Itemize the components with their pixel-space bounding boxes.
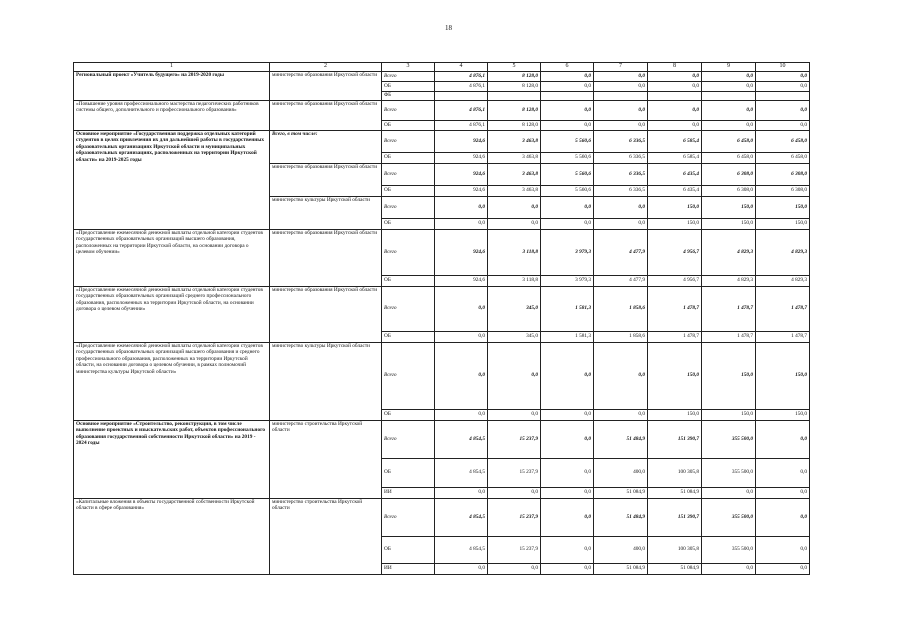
value-cell: 1 478,7 [756, 286, 810, 331]
funding-source-label: ОБ [382, 275, 435, 286]
value-cell: 924,6 [435, 130, 488, 152]
value-cell: 6 458,0 [756, 130, 810, 152]
value-cell: 150,0 [648, 342, 702, 409]
value-cell: 0,0 [488, 342, 541, 409]
activity-description: «Предоставление ежемесячной денежной выплаты отдельной категории студентов государственных образовательных организаций среднего профессионального образования, расположенных на территории Иркутской области, на основании договора о целевом обучении» [74, 286, 270, 342]
activity-description: «Повышение уровня профессионального мастерства педагогических работников системы общего, дополнительного и профессионального образования» [74, 100, 270, 130]
value-cell: 924,6 [435, 163, 488, 185]
value-cell [648, 91, 702, 100]
value-cell: 4 854,5 [435, 458, 488, 487]
value-cell: 0,0 [756, 536, 810, 563]
table-row [74, 130, 810, 152]
activity-description: Основное мероприятие «Строительство, реконструкция, в том числе выполнение проектных и изыскательских работ, объектов профессионального образования государственной собственности Иркутской области» на 2019 - 2024 годы [74, 420, 270, 498]
value-cell: 15 237,9 [488, 536, 541, 563]
value-cell: 0,0 [435, 342, 488, 409]
value-cell: 0,0 [541, 536, 594, 563]
value-cell: 0,0 [702, 81, 756, 91]
funding-source-label: Всего [382, 420, 435, 458]
funding-source-label: ОБ [382, 458, 435, 487]
value-cell: 0,0 [594, 342, 648, 409]
value-cell: 5 560,6 [541, 152, 594, 163]
value-cell: 150,0 [702, 409, 756, 420]
value-cell: 5 560,6 [541, 163, 594, 185]
value-cell: 0,0 [541, 487, 594, 498]
table-row [74, 286, 810, 331]
value-cell: 0,0 [488, 409, 541, 420]
value-cell: 0,0 [756, 487, 810, 498]
value-cell: 355 500,0 [702, 498, 756, 536]
value-cell: 150,0 [756, 342, 810, 409]
funding-source-label: ОБ [382, 331, 435, 342]
value-cell: 0,0 [435, 218, 488, 229]
value-cell: 6 585,4 [648, 130, 702, 152]
value-cell: 4 854,5 [435, 536, 488, 563]
value-cell: 0,0 [435, 286, 488, 331]
value-cell: 0,0 [541, 120, 594, 130]
funding-source-label: Всего [382, 229, 435, 275]
value-cell: 0,0 [756, 563, 810, 574]
value-cell [594, 91, 648, 100]
funding-source-label: Всего [382, 196, 435, 218]
column-header: 10 [756, 63, 810, 72]
value-cell: 0,0 [594, 409, 648, 420]
value-cell: 924,6 [435, 185, 488, 196]
value-cell [541, 91, 594, 100]
value-cell: 0,0 [756, 100, 810, 120]
column-header: 4 [435, 63, 488, 72]
value-cell: 345,0 [488, 331, 541, 342]
page-number: 18 [445, 24, 452, 32]
budget-table [73, 62, 810, 575]
activity-description: «Предоставление ежемесячной денежной выплаты отдельной категории студентов государственных образовательных организаций высшего образования и среднего профессионального образования, расположенных на территории Иркутской области, на основании договора о целевом обучении, в рамках полномочий министерства культуры Иркутской области» [74, 342, 270, 420]
funding-source-label: Всего [382, 342, 435, 409]
value-cell: 924,6 [435, 275, 488, 286]
value-cell: 4 956,7 [648, 229, 702, 275]
value-cell: 4 829,3 [756, 229, 810, 275]
value-cell: 0,0 [756, 120, 810, 130]
value-cell: 0,0 [702, 71, 756, 81]
value-cell: 150,0 [648, 409, 702, 420]
value-cell: 51 084,9 [648, 487, 702, 498]
value-cell: 1 581,3 [541, 286, 594, 331]
value-cell: 0,0 [435, 563, 488, 574]
value-cell: 4 477,9 [594, 229, 648, 275]
value-cell: 51 484,9 [594, 498, 648, 536]
value-cell: 0,0 [756, 71, 810, 81]
value-cell: 3 463,8 [488, 130, 541, 152]
value-cell: 150,0 [702, 342, 756, 409]
value-cell: 150,0 [648, 218, 702, 229]
value-cell: 6 308,0 [702, 185, 756, 196]
value-cell: 150,0 [648, 196, 702, 218]
funding-source-label: ОБ [382, 409, 435, 420]
value-cell: 6 308,0 [756, 185, 810, 196]
value-cell: 1 858,6 [594, 331, 648, 342]
value-cell: 5 560,6 [541, 185, 594, 196]
funding-source-label: Всего [382, 71, 435, 81]
value-cell: 1 478,7 [756, 331, 810, 342]
value-cell: 5 560,6 [541, 130, 594, 152]
funding-source-label: Всего [382, 498, 435, 536]
value-cell: 0,0 [541, 458, 594, 487]
value-cell: 0,0 [488, 487, 541, 498]
value-cell: 4 829,3 [756, 275, 810, 286]
table-row [74, 498, 810, 536]
value-cell: 150,0 [702, 218, 756, 229]
column-header: 6 [541, 63, 594, 72]
value-cell: 8 128,0 [488, 81, 541, 91]
value-cell: 345,0 [488, 286, 541, 331]
value-cell: 0,0 [541, 420, 594, 458]
value-cell: 355 500,0 [702, 420, 756, 458]
value-cell: 6 435,4 [648, 185, 702, 196]
executor-cell: министерство образования Иркутской области [270, 286, 382, 342]
value-cell: 51 084,9 [594, 563, 648, 574]
value-cell: 6 336,5 [594, 152, 648, 163]
funding-source-label: Всего [382, 100, 435, 120]
value-cell: 4 829,3 [702, 275, 756, 286]
value-cell: 4 876,1 [435, 100, 488, 120]
value-cell: 15 237,9 [488, 498, 541, 536]
value-cell: 6 435,4 [648, 163, 702, 185]
column-header-row [74, 63, 810, 72]
value-cell: 0,0 [702, 120, 756, 130]
value-cell: 0,0 [541, 71, 594, 81]
value-cell: 51 084,9 [648, 563, 702, 574]
value-cell: 0,0 [594, 196, 648, 218]
funding-source-label: ОБ [382, 81, 435, 91]
value-cell: 3 463,8 [488, 185, 541, 196]
value-cell: 0,0 [541, 100, 594, 120]
value-cell: 6 336,5 [594, 130, 648, 152]
value-cell: 6 458,0 [756, 152, 810, 163]
value-cell: 8 128,0 [488, 100, 541, 120]
value-cell: 0,0 [756, 420, 810, 458]
value-cell: 0,0 [541, 498, 594, 536]
value-cell: 0,0 [488, 218, 541, 229]
table-row [74, 342, 810, 409]
value-cell: 1 478,7 [648, 286, 702, 331]
table-row [74, 229, 810, 275]
value-cell: 0,0 [702, 100, 756, 120]
value-cell: 51 084,9 [594, 487, 648, 498]
value-cell: 6 336,5 [594, 185, 648, 196]
value-cell: 6 308,0 [702, 163, 756, 185]
value-cell: 0,0 [702, 487, 756, 498]
value-cell: 0,0 [702, 563, 756, 574]
funding-source-label: Всего [382, 163, 435, 185]
value-cell: 6 458,0 [702, 152, 756, 163]
value-cell [702, 91, 756, 100]
activity-description: «Предоставление ежемесячной денежной выплаты отдельной категории студентов государственных образовательных организаций высшего образования, расположенных на территории Иркутской области, на основании договора о целевом обучении» [74, 229, 270, 286]
value-cell: 0,0 [435, 409, 488, 420]
value-cell: 4 854,5 [435, 420, 488, 458]
value-cell: 0,0 [435, 196, 488, 218]
value-cell: 355 500,0 [702, 536, 756, 563]
value-cell: 150,0 [756, 196, 810, 218]
executor-cell: министерство строительства Иркутской области [270, 420, 382, 498]
value-cell: 100 305,8 [648, 536, 702, 563]
value-cell: 0,0 [435, 487, 488, 498]
value-cell: 0,0 [541, 196, 594, 218]
value-cell: 151 390,7 [648, 498, 702, 536]
value-cell: 3 118,8 [488, 229, 541, 275]
funding-source-label: ИИ [382, 487, 435, 498]
value-cell: 0,0 [756, 498, 810, 536]
value-cell: 3 118,8 [488, 275, 541, 286]
executor-cell: министерство образования Иркутской области [270, 71, 382, 100]
column-header: 7 [594, 63, 648, 72]
value-cell: 4 876,1 [435, 81, 488, 91]
value-cell: 0,0 [648, 100, 702, 120]
value-cell: 8 128,0 [488, 71, 541, 81]
executor-cell: министерство образования Иркутской области [270, 100, 382, 130]
funding-source-label: ФБ [382, 91, 435, 100]
value-cell: 0,0 [594, 71, 648, 81]
funding-source-label: ОБ [382, 218, 435, 229]
value-cell [756, 91, 810, 100]
value-cell: 0,0 [756, 81, 810, 91]
column-header: 9 [702, 63, 756, 72]
value-cell: 355 500,0 [702, 458, 756, 487]
funding-source-label: Всего [382, 130, 435, 152]
funding-source-label: ОБ [382, 120, 435, 130]
value-cell: 1 858,6 [594, 286, 648, 331]
value-cell: 1 478,7 [648, 331, 702, 342]
executor-cell: министерство образования Иркутской области [270, 163, 382, 196]
activity-description: Региональный проект «Учитель будущего» на 2019-2020 годы [74, 71, 270, 100]
value-cell: 15 237,9 [488, 420, 541, 458]
value-cell: 8 128,0 [488, 120, 541, 130]
table-row [74, 420, 810, 458]
value-cell: 0,0 [541, 218, 594, 229]
column-header: 1 [74, 63, 270, 72]
value-cell: 150,0 [756, 218, 810, 229]
value-cell: 6 336,5 [594, 163, 648, 185]
value-cell: 0,0 [594, 218, 648, 229]
value-cell [488, 91, 541, 100]
value-cell: 4 854,5 [435, 498, 488, 536]
value-cell: 15 237,9 [488, 458, 541, 487]
value-cell: 6 458,0 [702, 130, 756, 152]
column-header: 8 [648, 63, 702, 72]
value-cell: 0,0 [488, 563, 541, 574]
funding-source-label: ИИ [382, 563, 435, 574]
value-cell: 151 390,7 [648, 420, 702, 458]
value-cell: 1 478,7 [702, 331, 756, 342]
value-cell: 4 829,3 [702, 229, 756, 275]
column-header: 2 [270, 63, 382, 72]
value-cell: 4 956,7 [648, 275, 702, 286]
value-cell: 0,0 [594, 100, 648, 120]
value-cell: 1 478,7 [702, 286, 756, 331]
value-cell: 3 463,8 [488, 163, 541, 185]
value-cell: 924,6 [435, 152, 488, 163]
table-row [74, 100, 810, 120]
executor-cell: министерство культуры Иркутской области [270, 196, 382, 229]
value-cell: 3 463,8 [488, 152, 541, 163]
executor-cell: министерство образования Иркутской области [270, 229, 382, 286]
value-cell: 0,0 [541, 563, 594, 574]
table-row [74, 71, 810, 81]
value-cell: 0,0 [594, 81, 648, 91]
funding-source-label: ОБ [382, 152, 435, 163]
value-cell: 51 484,9 [594, 420, 648, 458]
value-cell: 0,0 [648, 71, 702, 81]
value-cell: 100 305,8 [648, 458, 702, 487]
value-cell: 0,0 [648, 81, 702, 91]
activity-description: «Капитальные вложения в объекты государственной собственности Иркутской области в сфере образования» [74, 498, 270, 574]
value-cell: 0,0 [756, 458, 810, 487]
funding-source-label: ОБ [382, 185, 435, 196]
activity-description: Основное мероприятие «Государственная поддержка отдельных категорий студентов в целях привлечения их для дальнейшей работы в государственных образовательных организациях Иркутской области и муниципальных образовательных организациях, расположенных на территории Иркутской области» на 2019-2025 годы [74, 130, 270, 229]
value-cell: 1 581,3 [541, 331, 594, 342]
funding-source-label: Всего [382, 286, 435, 331]
executor-cell: Всего, в том числе: [270, 130, 382, 163]
value-cell: 150,0 [702, 196, 756, 218]
value-cell: 4 876,1 [435, 120, 488, 130]
column-header: 5 [488, 63, 541, 72]
value-cell: 400,0 [594, 536, 648, 563]
value-cell: 150,0 [756, 409, 810, 420]
value-cell: 6 308,0 [756, 163, 810, 185]
value-cell: 0,0 [648, 120, 702, 130]
value-cell: 4 876,1 [435, 71, 488, 81]
value-cell [435, 91, 488, 100]
column-header: 3 [382, 63, 435, 72]
value-cell: 924,6 [435, 229, 488, 275]
value-cell: 0,0 [488, 196, 541, 218]
value-cell: 0,0 [541, 409, 594, 420]
value-cell: 3 979,3 [541, 275, 594, 286]
value-cell: 400,0 [594, 458, 648, 487]
executor-cell: министерство культуры Иркутской области [270, 342, 382, 420]
funding-source-label: ОБ [382, 536, 435, 563]
executor-cell: министерство строительства Иркутской области [270, 498, 382, 574]
value-cell: 0,0 [435, 331, 488, 342]
value-cell: 0,0 [541, 342, 594, 409]
value-cell: 0,0 [594, 120, 648, 130]
value-cell: 3 979,3 [541, 229, 594, 275]
value-cell: 0,0 [541, 81, 594, 91]
value-cell: 4 477,9 [594, 275, 648, 286]
value-cell: 6 585,4 [648, 152, 702, 163]
